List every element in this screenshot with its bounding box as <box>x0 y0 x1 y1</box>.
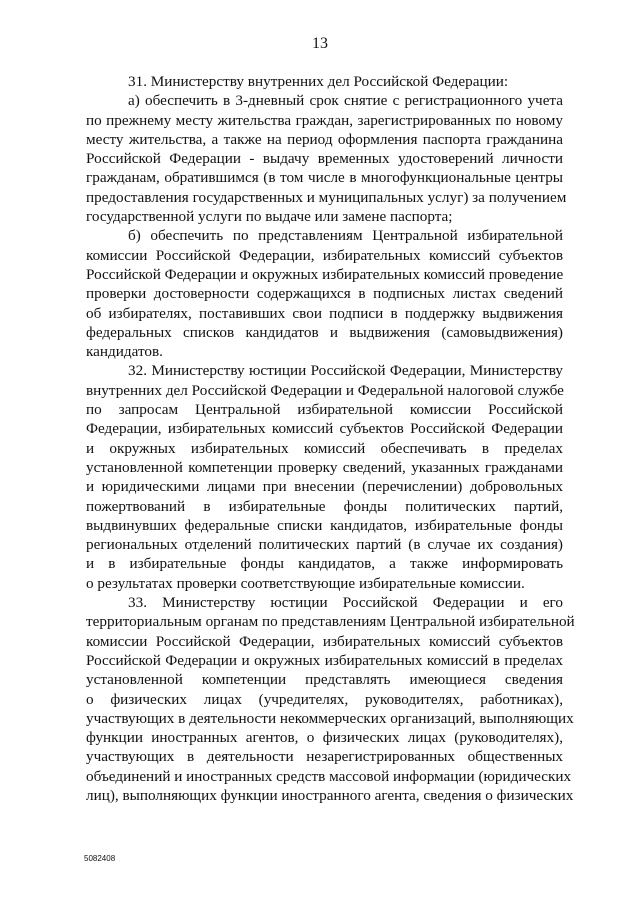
text-line: кандидатов. <box>86 343 163 361</box>
text-line: функции иностранных агентов, о физических лицах (руководителях), <box>86 729 563 747</box>
paragraph-31-a <box>86 91 567 226</box>
text-line: и юридическими лицами при внесении (перечислении) добровольных <box>86 478 563 496</box>
text-line: комиссии Российской Федерации, избирательных комиссий субъектов <box>86 246 563 264</box>
text-line: о результатах проверки соответствующие избирательные комиссии. <box>86 574 525 592</box>
text-line: установленной компетенции проверку сведений, указанных гражданами <box>86 458 563 476</box>
text-line: месту жительства, а также на период оформления паспорта гражданина <box>86 130 563 148</box>
text-line: Федерации, избирательных комиссий субъектов Российской Федерации <box>86 420 563 438</box>
text-line: Российской Федерации и окружных избирательных комиссий в пределах <box>86 651 563 669</box>
paragraph-31-heading <box>86 72 563 91</box>
text-line: 33. Министерству юстиции Российской Федерации и его <box>128 594 563 612</box>
text-line: 32. Министерству юстиции Российской Федерации, Министерству <box>128 362 563 380</box>
text-line: предоставления государственных и муниципальных услуг) за получением <box>86 188 567 206</box>
text-line: 31. Министерству внутренних дел Российской Федерации: <box>128 73 509 90</box>
text-line: объединений и иностранных средств массовой информации (юридических <box>86 767 572 785</box>
text-line: лиц), выполняющих функции иностранного агента, сведения о физических <box>86 786 574 804</box>
text-line: государственной услуги по выдаче или замене паспорта; <box>86 208 453 226</box>
text-line: участвующих в деятельности некоммерческих организаций, выполняющих <box>86 709 574 727</box>
document-code: 5082408 <box>84 854 116 863</box>
text-line: гражданам, обратившимся (в том числе в многофункциональные центры <box>86 169 563 187</box>
text-line: участвующих в деятельности незарегистрированных общественных <box>86 748 563 766</box>
text-line: пожертвований в избирательные фонды политических партий, <box>86 497 563 515</box>
text-line: и окружных избирательных комиссий обеспечивать в пределах <box>86 439 563 457</box>
page-number: 13 <box>312 35 328 52</box>
text-line: Российской Федерации - выдачу временных удостоверений личности <box>86 150 563 168</box>
paragraph-33 <box>86 593 575 805</box>
paragraph-31-b <box>86 226 563 361</box>
text-line: внутренних дел Российской Федерации и Федеральной налоговой службе <box>86 381 564 399</box>
text-line: проверки достоверности содержащихся в подписных листах сведений <box>86 285 563 303</box>
text-line: установленной компетенции представлять имеющиеся сведения <box>86 671 563 689</box>
text-line: о физических лицах (учредителях, руководителях, работниках), <box>86 690 563 708</box>
text-line: выдвинувших федеральные списки кандидатов, избирательные фонды <box>86 516 563 534</box>
text-line: Российской Федерации и окружных избирательных комиссий проведение <box>86 265 564 283</box>
text-line: региональных отделений политических партий (в случае их создания) <box>86 536 563 554</box>
document-body <box>86 72 575 805</box>
text-line: а) обеспечить в 3-дневный срок снятие с регистрационного учета <box>128 92 563 110</box>
text-line: по прежнему месту жительства граждан, зарегистрированных по новому <box>86 111 563 129</box>
paragraph-32 <box>86 361 563 593</box>
text-line: об избирателях, поставивших свои подписи в поддержку выдвижения <box>86 304 563 322</box>
text-line: б) обеспечить по представлениям Центральной избирательной <box>128 227 563 245</box>
text-line: комиссии Российской Федерации, избирательных комиссий субъектов <box>86 632 563 650</box>
text-line: и в избирательные фонды кандидатов, а также информировать <box>86 555 563 573</box>
text-line: по запросам Центральной избирательной комиссии Российской <box>86 401 563 419</box>
text-line: федеральных списков кандидатов и выдвижения (самовыдвижения) <box>86 323 563 341</box>
text-line: территориальным органам по представлениям Центральной избирательной <box>86 613 575 631</box>
